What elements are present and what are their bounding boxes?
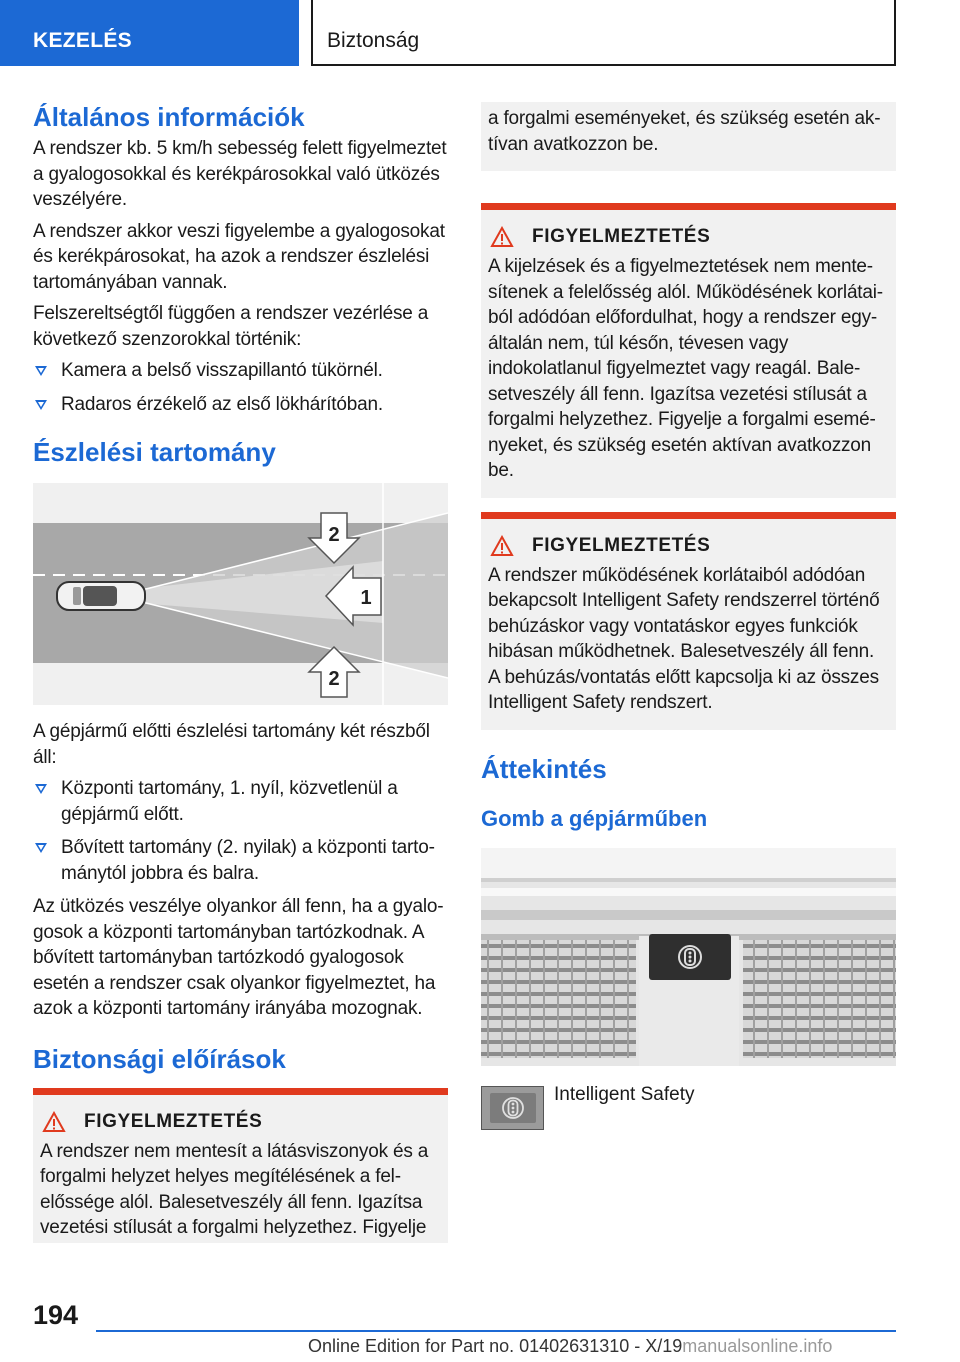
warning-box-continued [481, 102, 896, 171]
triangle-bullet-icon [35, 784, 47, 794]
warning-text: A kijelzések és a figyelmeztetések nem mentesítenek a felelősség alól. Működésének korlátaiból adódóan előfordulhat, hogy a rendszer egyáltalán nem, túl későn, tévesen vagy indokolatlanul figyelmeztet vagy reagál. Balesetveszély áll fenn. Igazítsa vezetési stílusát a forgalmi helyzethez. Figyelje a forgalmi eseményeket, és szükség esetén aktívan avatkozzon be. [488, 256, 884, 481]
edition-text: Online Edition for Part no. 01402631310 - X/19 [308, 1336, 683, 1356]
range-list [33, 776, 448, 886]
chapter-tab [0, 0, 299, 66]
triangle-bullet-icon [35, 400, 47, 410]
svg-text:2: 2 [328, 668, 340, 690]
watermark-text: manualsonline.info [682, 1336, 833, 1356]
heading-general-info: Általános információk [33, 102, 305, 132]
warning-text: A rendszer működésének korlátaiból adódóan bekapcsolt Intelligent Safety rendszerrel történő behúzáskor vagy vontatáskor egyes funkciók hibásan működhetnek. Balesetveszély áll fenn. A behúzás/vontatás előtt kapcsolja ki az összes Intelligent Safety rendszert. [488, 564, 880, 713]
warning-title: FIGYELMEZTETÉS [532, 226, 711, 247]
warning-text: a forgalmi eseményeket, és szükség esetén aktívan avatkozzon be. [488, 108, 881, 155]
svg-text:2: 2 [328, 524, 340, 546]
button-legend [481, 1083, 896, 1130]
intelligent-safety-button[interactable] [481, 1086, 544, 1130]
triangle-bullet-icon [35, 366, 47, 376]
section-title: Biztonság [327, 29, 420, 52]
paragraph-detection: A rendszer akkor veszi figyelembe a gyalogosokat és kerékpárosokat, ha azok a rendszer észlelési tartományában vannak. [33, 220, 445, 293]
list-item: Kamera a belső visszapillantó tükörnél. [33, 358, 448, 384]
list-item: Bővített tartomány (2. nyilak) a központi tartománytól jobbra és balra. [33, 835, 448, 886]
section-tab [311, 0, 896, 66]
footer-text [308, 1336, 832, 1357]
list-item: Központi tartomány, 1. nyíl, közvetlenül a gépjármű előtt. [33, 776, 448, 827]
heading-button-in-vehicle: Gomb a gépjárműben [481, 805, 708, 831]
list-item: Radaros érzékelő az első lökhárítóban. [33, 392, 448, 418]
svg-text:1: 1 [360, 587, 372, 609]
car-icon [57, 582, 145, 610]
heading-overview: Áttekintés [481, 753, 607, 784]
warning-triangle-icon [42, 1111, 66, 1133]
warning-title: FIGYELMEZTETÉS [532, 534, 711, 556]
dashboard-button-image [481, 848, 896, 1066]
button-label: Intelligent Safety [554, 1083, 695, 1105]
warning-text: A rendszer nem mentesít a látásviszonyok és a forgalmi helyzet helyes megítélésének a felelőssége alól. Balesetveszély áll fenn. Igazítsa vezetési stílusát a forgalmi helyzethez. Figyelje [40, 1140, 429, 1238]
warning-triangle-icon [490, 535, 514, 557]
detection-range-figure [33, 483, 448, 705]
warning-triangle-icon [490, 226, 514, 248]
warning-box [33, 1088, 448, 1243]
page-number: 194 [33, 1300, 79, 1330]
detection-range-diagram [33, 483, 448, 705]
warning-box [481, 512, 896, 730]
paragraph-sensors-intro: Felszereltségtől függően a rendszer vezérlése a következő szenzorokkal történik: [33, 303, 429, 350]
left-column [33, 100, 448, 1243]
warning-title: FIGYELMEZTETÉS [84, 1110, 263, 1132]
heading-safety-rules: Biztonsági előírások [33, 1043, 286, 1074]
chapter-title: KEZELÉS [33, 29, 132, 52]
paragraph-warning-speed: A rendszer kb. 5 km/h sebesség felett figyelmeztet a gyalogosokkal és kerékpárosokkal való ütközés veszélyére. [33, 138, 447, 210]
paragraph-range-parts: A gépjármű előtti észlelési tartomány két részből áll: [33, 721, 430, 768]
intelligent-safety-icon [490, 1093, 536, 1123]
right-column [481, 102, 896, 1130]
sensor-list [33, 358, 448, 417]
button-photo [481, 848, 896, 1066]
warning-box [481, 203, 896, 498]
footer-divider [96, 1330, 896, 1332]
heading-detection-range: Észlelési tartomány [33, 437, 276, 467]
triangle-bullet-icon [35, 843, 47, 853]
paragraph-collision-risk: Az ütközés veszélye olyankor áll fenn, ha a gyalogosok a központi tartományban tartózkodnak. A bővített tartományban tartózkodó gyalogosok esetén a rendszer csak olyankor figyelmeztet, ha azok a központi tartomány irányába mozognak. [33, 896, 444, 1019]
